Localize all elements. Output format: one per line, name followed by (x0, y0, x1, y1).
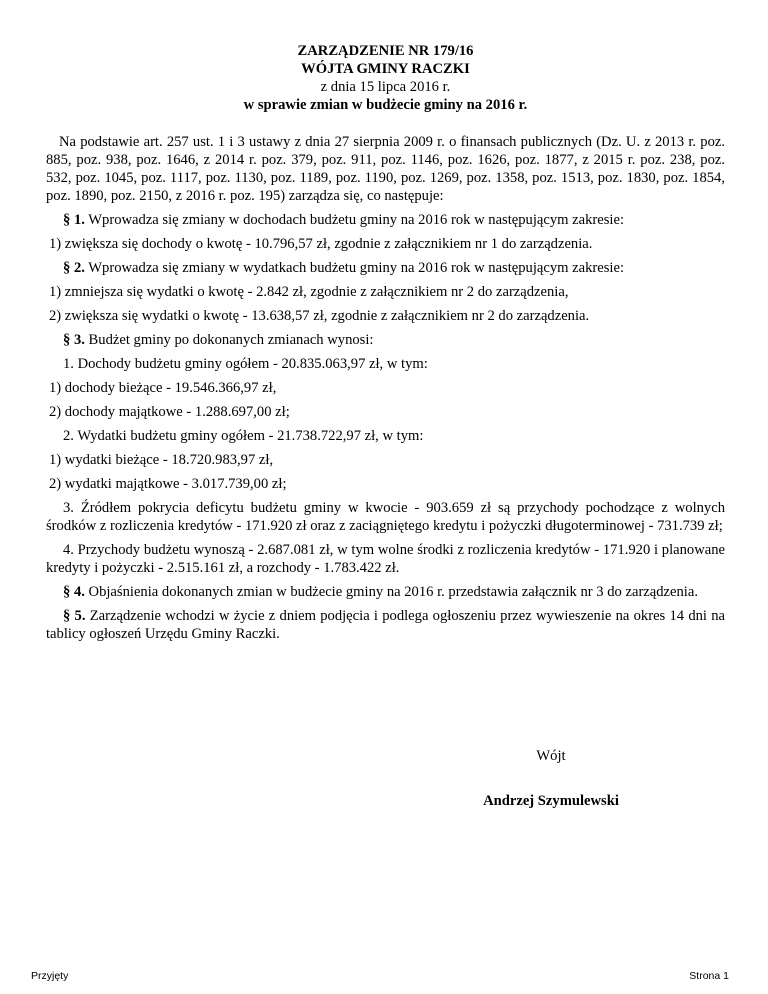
section-3-point-2-item-1: 1) wydatki bieżące - 18.720.983,97 zł, (49, 452, 274, 468)
footer-page-number: Strona 1 (689, 970, 729, 982)
document-date: z dnia 15 lipca 2016 r. (320, 79, 451, 95)
signature-name: Andrzej Szymulewski (483, 793, 619, 809)
intro-paragraph: Na podstawie art. 257 ust. 1 i 3 ustawy z dnia 27 sierpnia 2009 r. o finansach publicznych (Dz. U. z 2013 r. poz. 885, poz. 938, poz. 1646, z 2014 r. poz. 379, poz. 911, poz. 1146, poz. 1626, poz. 1877, z 2015 r. poz. 238, poz. 532, poz. 1045, poz. 1117, poz. 1130, poz. 1189, poz. 1190, poz. 1269, poz. 1358, poz. 1513, poz. 1830, poz. 1854, poz. 1890, poz. 2150, z 2016 r. poz. 195) zarządza się, co następuje: (46, 134, 725, 204)
footer-status: Przyjęty (31, 970, 69, 982)
section-3-point-1: 1. Dochody budżetu gminy ogółem - 20.835.063,97 zł, w tym: (63, 356, 428, 372)
section-3 (46, 331, 725, 349)
signature-role: Wójt (536, 748, 566, 764)
section-3-point-1-item-1: 1) dochody bieżące - 19.546.366,97 zł, (49, 380, 277, 396)
section-3-point-1-item-2: 2) dochody majątkowe - 1.288.697,00 zł; (49, 404, 290, 420)
section-2-item-2: 2) zwiększa się wydatki o kwotę - 13.638,57 zł, zgodnie z załącznikiem nr 2 do zarządzenia. (49, 308, 590, 324)
section-4-mark: § 4. (63, 584, 85, 600)
section-1-mark: § 1. (63, 212, 85, 228)
section-3-mark: § 3. (63, 332, 85, 348)
section-3-point-4: 4. Przychody budżetu wynoszą - 2.687.081 zł, w tym wolne środki z rozliczenia kredytów - 171.920 i planowane kredyty i pożyczki - 2.515.161 zł, a rozchody - 1.783.422 zł. (46, 542, 725, 576)
section-3-text: Budżet gminy po dokonanych zmianach wynosi: (84, 332, 374, 348)
section-2-text: Wprowadza się zmiany w wydatkach budżetu gminy na 2016 rok w następującym zakresie: (84, 260, 625, 276)
section-1-item-1: 1) zwiększa się dochody o kwotę - 10.796,57 zł, zgodnie z załącznikiem nr 1 do zarządzenia. (49, 236, 593, 252)
section-5-mark: § 5. (63, 608, 86, 624)
section-1 (46, 211, 725, 229)
section-5-text: Zarządzenie wchodzi w życie z dniem podjęcia i podlega ogłoszeniu przez wywieszenie na okres 14 dni na tablicy ogłoszeń Urzędu Gminy Raczki. (46, 608, 725, 642)
section-2-item-1: 1) zmniejsza się wydatki o kwotę - 2.842 zł, zgodnie z załącznikiem nr 2 do zarządzenia, (49, 284, 569, 300)
section-2-mark: § 2. (63, 260, 85, 276)
section-4-text: Objaśnienia dokonanych zmian w budżecie gminy na 2016 r. przedstawia załącznik nr 3 do zarządzenia. (84, 584, 698, 600)
section-1-text: Wprowadza się zmiany w dochodach budżetu gminy na 2016 rok w następującym zakresie: (84, 212, 625, 228)
document-page (46, 42, 725, 643)
section-3-point-3: 3. Źródłem pokrycia deficytu budżetu gminy w kwocie - 903.659 zł są przychody pochodzące z wolnych środków z rozliczenia kredytów - 171.920 zł oraz z zaciągniętego kredytu i pożyczki długoterminowej - 731.739 zł; (46, 500, 725, 534)
document-subject: w sprawie zmian w budżecie gminy na 2016 r. (243, 97, 528, 113)
section-2 (46, 259, 725, 277)
section-3-point-2: 2. Wydatki budżetu gminy ogółem - 21.738.722,97 zł, w tym: (63, 428, 424, 444)
document-title-line1: ZARZĄDZENIE NR 179/16 (297, 43, 474, 59)
section-5 (46, 607, 725, 643)
document-title-line2: WÓJTA GMINY RACZKI (301, 61, 470, 77)
section-3-point-2-item-2: 2) wydatki majątkowe - 3.017.739,00 zł; (49, 476, 287, 492)
section-4 (46, 583, 725, 601)
